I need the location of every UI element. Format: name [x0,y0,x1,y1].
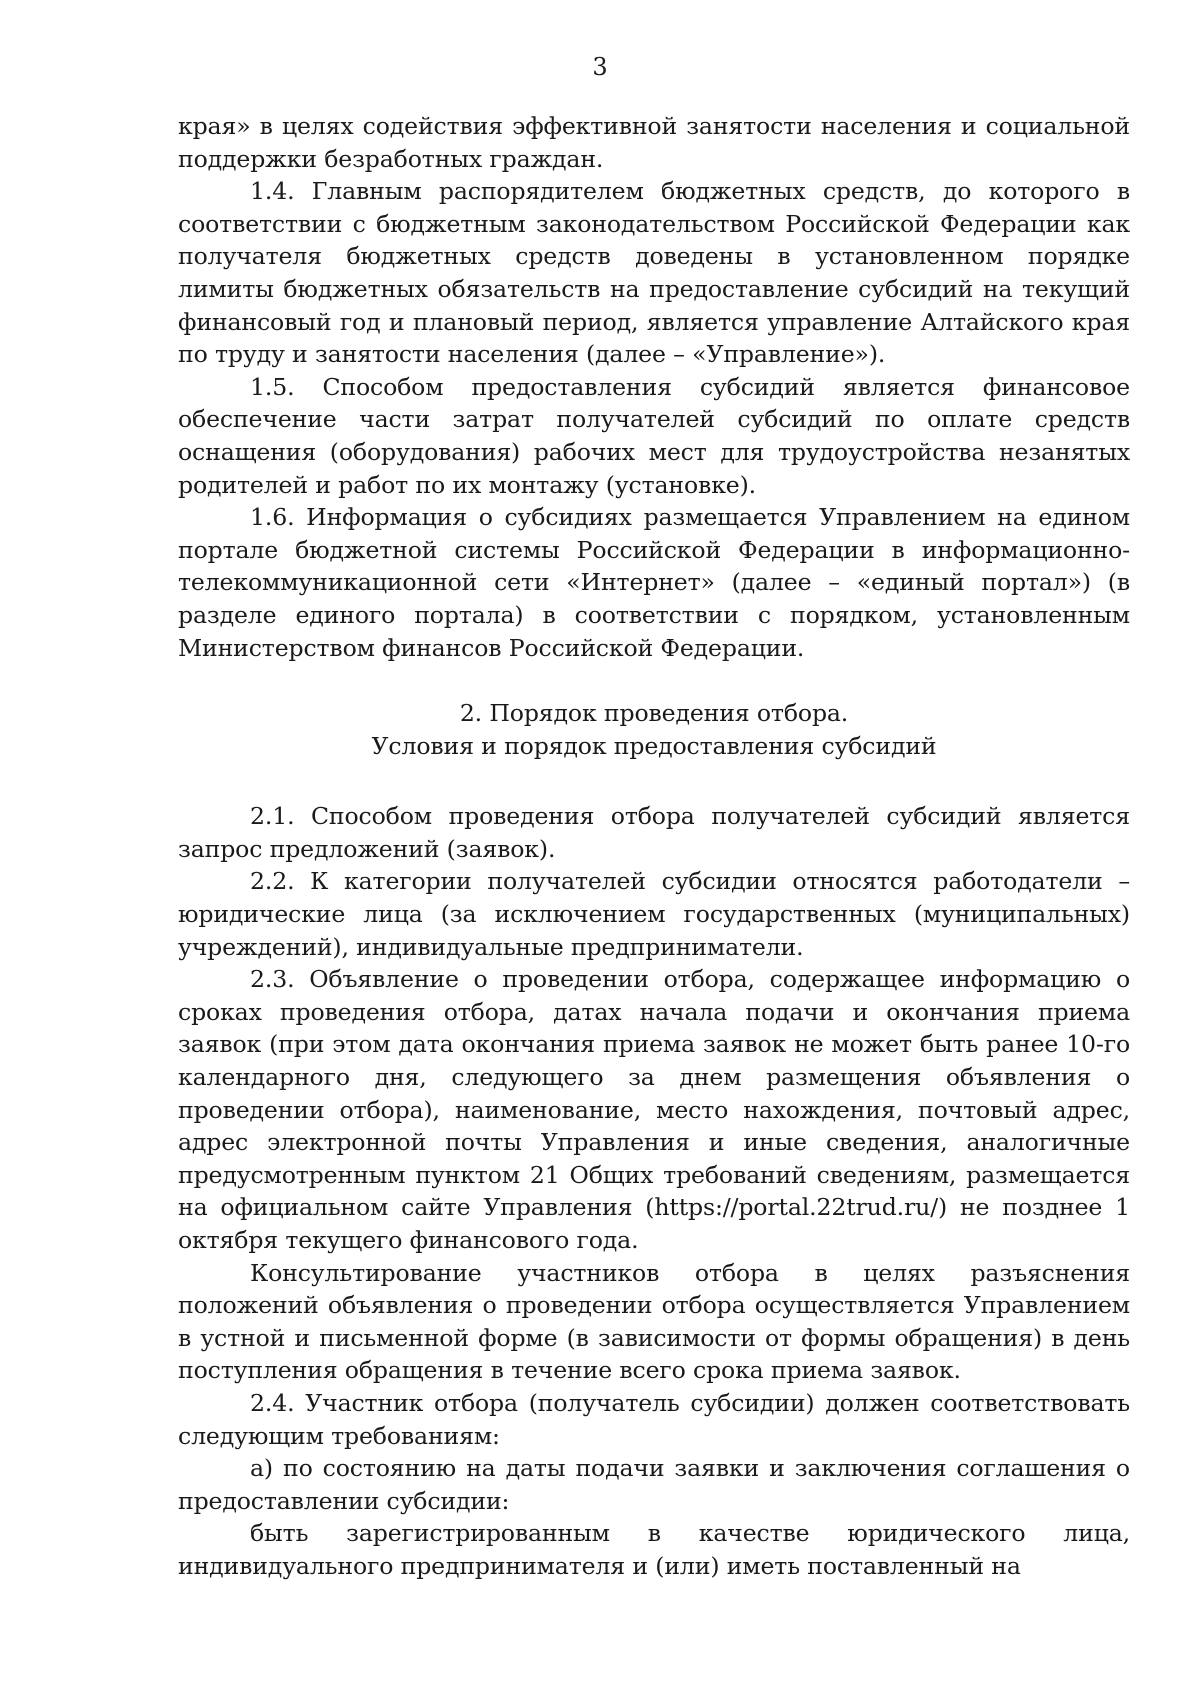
paragraph-2-4: 2.4. Участник отбора (получатель субсидии) должен соответствовать следующим требованиям: [178,1388,1130,1450]
paragraph-registration: быть зарегистрированным в качестве юридического лица, индивидуального предпринимателя и (или) иметь поставленный на [178,1519,1130,1580]
paragraph-1-4: 1.4. Главным распорядителем бюджетных средств, до которого в соответствии с бюджетным законодательством Российской Федерации как получателя бюджетных средств доведены в установленном порядке лимиты бюджетных обязательств на предоставление субсидий на текущий финансовый год и плановый период, является управление Алтайского края по труду и занятости населения (далее – «Управление»). [178,177,1130,369]
paragraph-2-1: 2.1. Способом проведения отбора получателей субсидий является запрос предложений (заявок). [178,802,1130,863]
paragraph-1-6: 1.6. Информация о субсидиях размещается Управлением на едином портале бюджетной системы Российской Федерации в информационно-телекоммуникационной сети «Интернет» (далее – «единый портал») (в разделе единого портала) в соответствии с порядком, установленным Министерством финансов Российской Федерации. [178,503,1130,662]
paragraph-2-2: 2.2. К категории получателей субсидии относятся работодатели – юридические лица (за исключением государственных (муниципальных) учреждений), индивидуальные предприниматели. [178,867,1130,961]
paragraph-1-5: 1.5. Способом предоставления субсидий является финансовое обеспечение части затрат получателей субсидий по оплате средств оснащения (оборудования) рабочих мест для трудоустройства незанятых родителей и работ по их монтажу (установке). [178,372,1130,499]
paragraph-2-3: 2.3. Объявление о проведении отбора, содержащее информацию о сроках проведения отбора, датах начала подачи и окончания приема заявок (при этом дата окончания приема заявок не может быть ранее 10-го календарного дня, следующего за днем размещения объявления о проведении отбора), наименование, место нахождения, почтовый адрес, адрес электронной почты Управления и иные сведения, аналогичные предусмотренным пунктом 21 Общих требований сведениям, размещается на официальном сайте Управления (https://portal.22trud.ru/) не позднее 1 октября текущего финансового года. [178,965,1130,1254]
paragraph-consultation: Консультирование участников отбора в целях разъяснения положений объявления о проведении отбора осуществляется Управлением в устной и письменной форме (в зависимости от формы обращения) в день поступления обращения в течение всего срока приема заявок. [178,1258,1130,1385]
paragraph-2-4-a: а) по состоянию на даты подачи заявки и заключения соглашения о предоставлении субсидии: [178,1454,1130,1515]
section-heading-line-2: Условия и порядок предоставления субсидий [371,731,937,760]
paragraph-continuation: края» в целях содействия эффективной занятости населения и социальной поддержки безработных граждан. [178,112,1130,173]
section-heading-line-1: 2. Порядок проведения отбора. [459,699,849,728]
page-number: 3 [592,53,608,81]
section-heading [178,697,1130,762]
document-body [178,110,1130,1583]
